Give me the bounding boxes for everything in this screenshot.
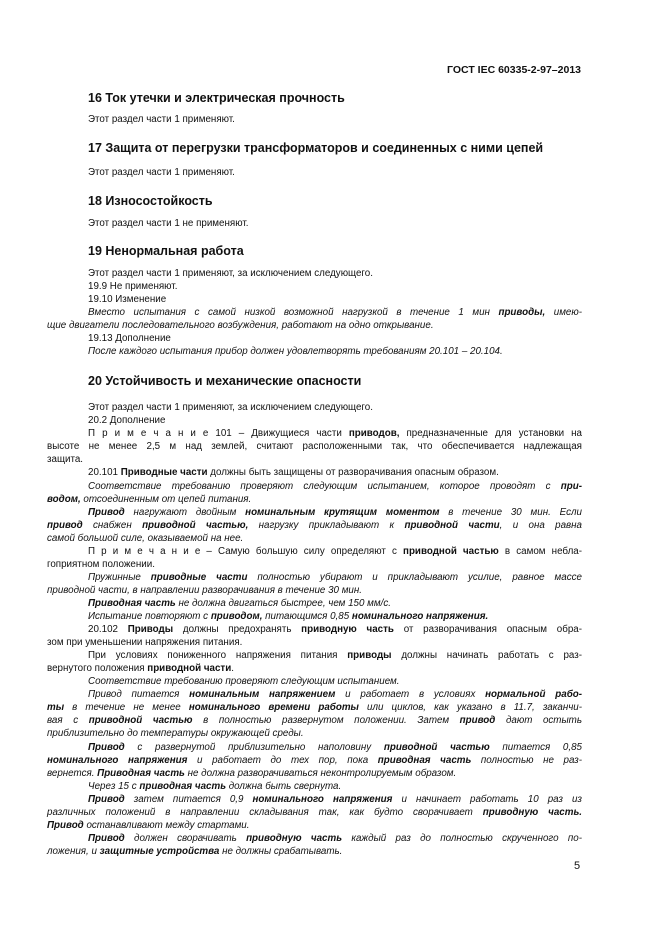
section-19-heading: 19 Ненормальная работа — [88, 244, 244, 258]
note-line: П р и м е ч а н и е – Самую большую силу определяют с приводной частью в самом неблa- — [88, 546, 583, 557]
body-line: Испытание повторяют с приводом, питающимся 0,85 номинального напряжения. — [88, 611, 489, 622]
body-line: ты в течение не менее номинального времени работы или циклов, как указано в 11.7, заканчи- — [47, 702, 583, 713]
section-19-line: 19.10 Изменение — [88, 294, 167, 305]
body-line: вернутого положения приводной части. — [47, 663, 234, 674]
section-16-text: Этот раздел части 1 применяют. — [88, 114, 235, 125]
note-line: защита. — [47, 454, 84, 465]
body-line: различных положений в направлении складывания так, как будто сворачивает приводную часть. — [47, 807, 582, 818]
body-line: Привод затем питается 0,9 номинального напряжения и начинает работать 10 раз из — [88, 794, 582, 805]
body-line: При условиях пониженного напряжения питания приводы должны начинать работать с раз- — [88, 650, 582, 661]
section-17-text: Этот раздел части 1 применяют. — [88, 167, 235, 178]
note-line: гоприятном положении. — [47, 559, 155, 570]
body-line: приводной части, в направлении разворачивания в течение 30 мин. — [47, 585, 362, 596]
body-line: привод снабжен приводной частью, нагрузку прикладывают к приводной части, и она равна — [47, 520, 583, 531]
note-line: П р и м е ч а н и е 101 – Движущиеся части приводов, предназначенные для установки на — [88, 428, 582, 439]
note-line: высоте не менее 2,5 м над землей, считают расположенными так, что обеспечивается надлежащая — [47, 441, 582, 452]
section-20-heading: 20 Устойчивость и механические опасности — [88, 374, 362, 388]
section-18-heading: 18 Износостойкость — [88, 194, 213, 208]
body-line: Через 15 с приводная часть должна быть свернута. — [88, 781, 342, 792]
section-17-heading: 17 Защита от перегрузки трансформаторов и соединенных с ними цепей — [88, 141, 544, 155]
page-number: 5 — [574, 860, 581, 872]
body-line: самой большой силе, оказываемой на нее. — [47, 533, 244, 544]
body-line: Привод нагружают двойным номинальным крутящим моментом в течение 30 мин. Если — [88, 507, 582, 518]
section-19-line: 19.13 Дополнение — [88, 333, 171, 344]
body-line: вернется. Приводная часть не должна разворачиваться неконтролируемым образом. — [47, 768, 457, 779]
body-line: Приводная часть не должна двигаться быстрее, чем 150 мм/с. — [88, 598, 391, 609]
section-19-line: Этот раздел части 1 применяют, за исключением следующего. — [88, 268, 373, 279]
section-20-line: 20.2 Дополнение — [88, 415, 166, 426]
section-16-heading: 16 Ток утечки и электрическая прочность — [88, 91, 345, 105]
body-line: Привод должен сворачивать приводную часть каждый раз до полностью скрученного по- — [88, 833, 582, 844]
body-line: Соответствие требованию проверяют следующим испытанием, которое проводят с при- — [88, 481, 582, 492]
body-line: ложения, и защитные устройства не должны срабатывать. — [47, 846, 343, 857]
body-line: приблизительно до температуры окружающей среды. — [47, 728, 304, 739]
section-19-line: щие двигатели последовательного возбуждения, работают на одно открывание. — [47, 320, 434, 331]
clause-20-102: зом при уменьшении напряжения питания. — [47, 637, 243, 648]
body-line: вая с приводной частью в полностью развернутом положении. Затем привод дают остыть — [47, 715, 582, 726]
body-line: Соответствие требованию проверяют следующим испытанием. — [88, 676, 400, 687]
body-line: номинального напряжения и работает до тех пор, пока приводная часть полностью не раз- — [47, 755, 582, 766]
section-18-text: Этот раздел части 1 не применяют. — [88, 218, 249, 229]
section-19-line: 19.9 Не применяют. — [88, 281, 178, 292]
body-line: водом, отсоединенным от цепей питания. — [47, 494, 252, 505]
clause-20-102: 20.102 Приводы должны предохранять приводную часть от разворачивания опасным обра- — [88, 624, 582, 635]
section-19-line: Вместо испытания с самой низкой возможной нагрузкой в течение 1 мин приводы, имею- — [88, 307, 583, 318]
standard-designation: ГОСТ IEC 60335-2-97–2013 — [447, 64, 581, 76]
body-line: Привод питается номинальным напряжением и работает в условиях нормальной рабо- — [88, 689, 583, 700]
section-20-line: Этот раздел части 1 применяют, за исключением следующего. — [88, 402, 373, 413]
body-line: Привод с развернутой приблизительно наполовину приводной частью питается 0,85 — [88, 742, 582, 753]
body-line: Пружинные приводные части полностью убирают и прикладывают усилие, равное массе — [88, 572, 582, 583]
body-line: Привод останавливают между стартами. — [47, 820, 250, 831]
section-19-line: После каждого испытания прибор должен удовлетворять требованиям 20.101 – 20.104. — [88, 346, 503, 357]
clause-20-101: 20.101 Приводные части должны быть защищены от разворачивания опасным образом. — [88, 467, 499, 478]
